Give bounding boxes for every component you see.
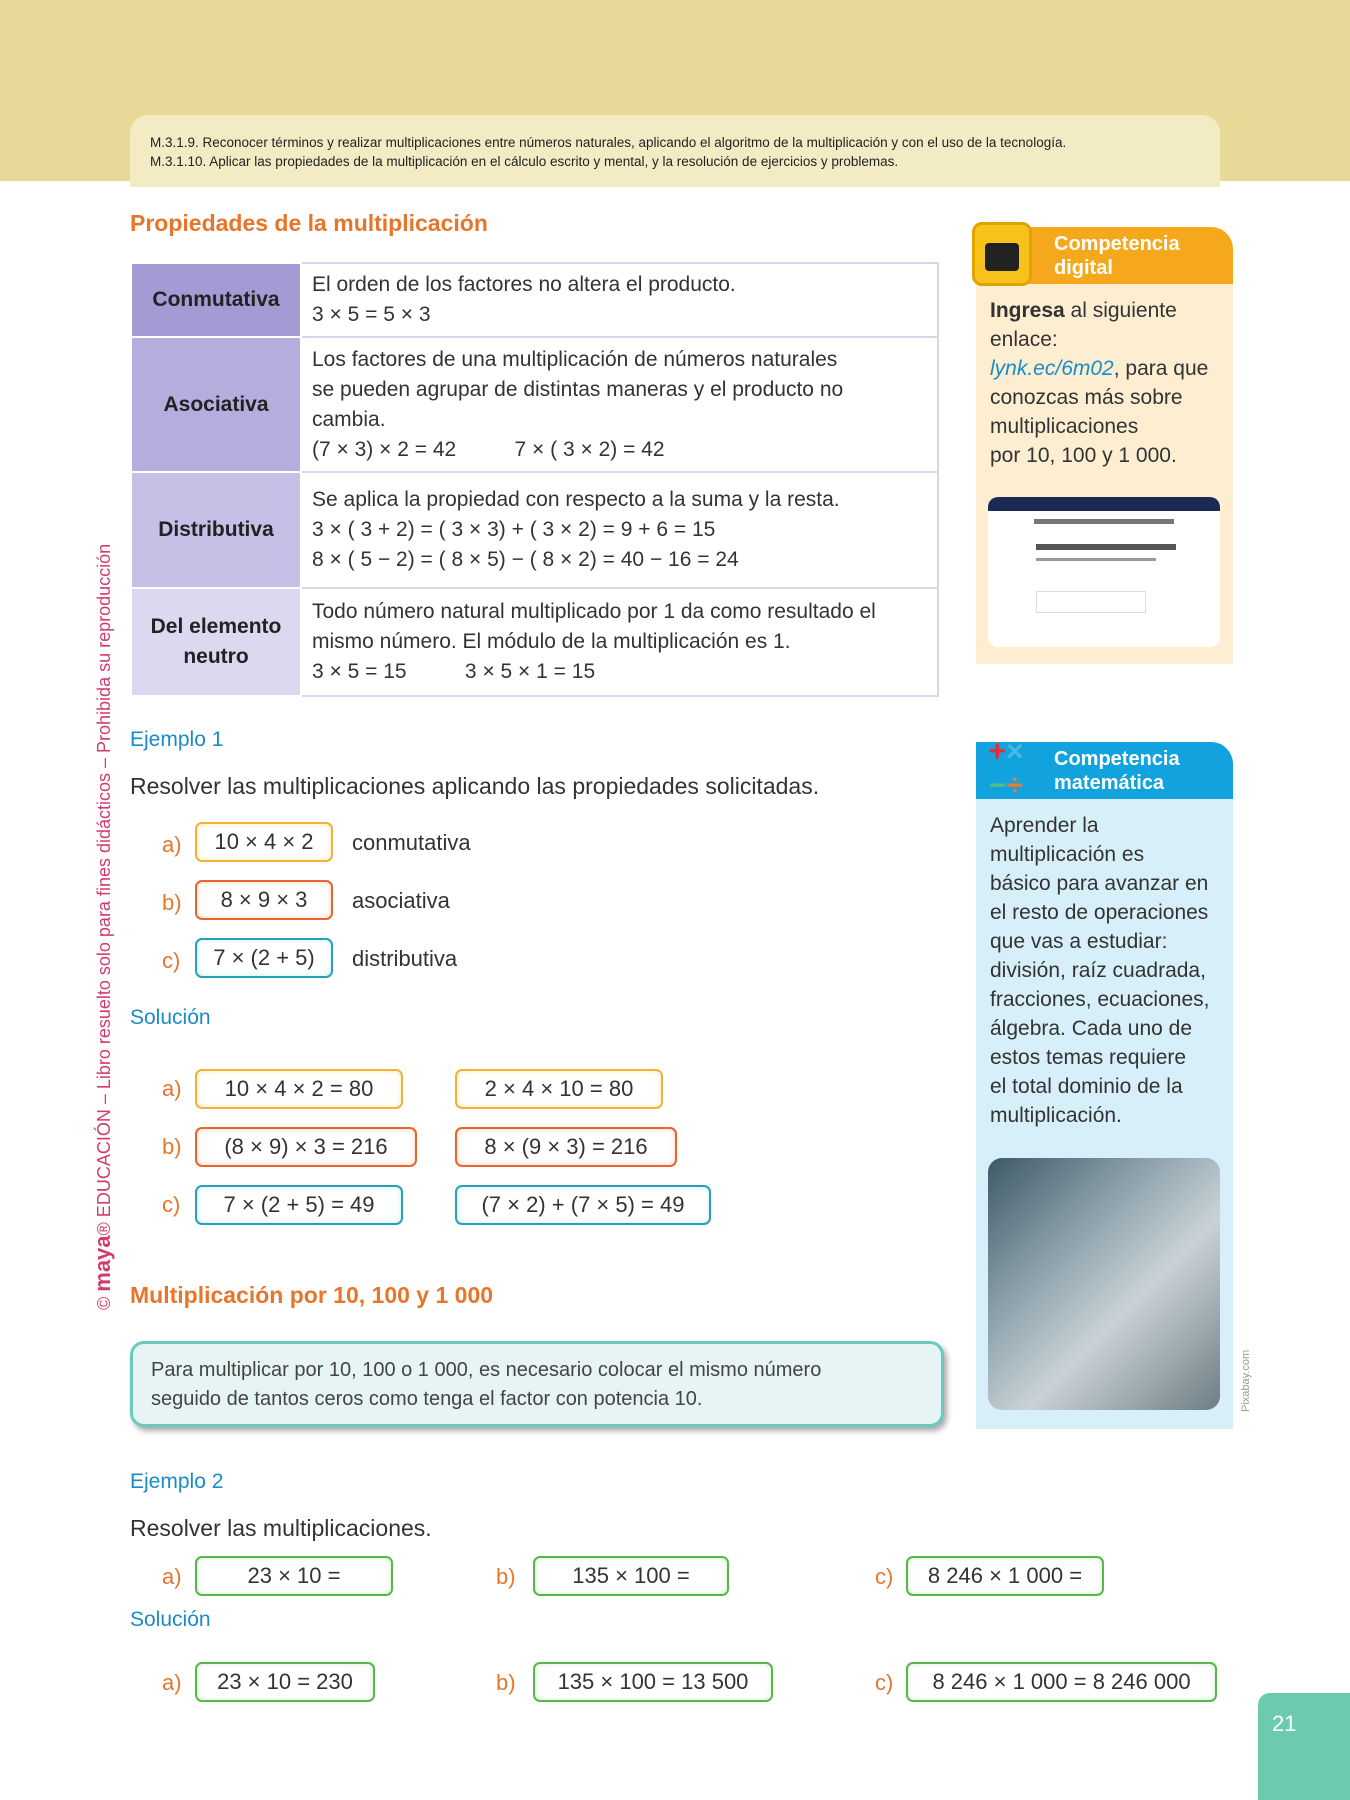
text: multiplicación. (990, 1104, 1122, 1127)
section-title-properties: Propiedades de la multiplicación (130, 210, 488, 236)
text: álgebra. Cada uno de (990, 1017, 1192, 1040)
text: que vas a estudiar: (990, 930, 1168, 953)
text: por 10, 100 y 1 000. (990, 444, 1177, 467)
solution-box: 8 × (9 × 3) = 216 (455, 1127, 677, 1167)
resource-link[interactable]: lynk.ec/6m02 (990, 357, 1114, 380)
text: Aprender la (990, 814, 1099, 837)
digital-competence-title: Competencia digital (976, 227, 1233, 284)
photo-credit: Pixabay.com (1240, 1349, 1252, 1412)
solution-box: 135 × 100 = 13 500 (533, 1662, 773, 1702)
item-label: a) (162, 1564, 182, 1589)
text: , para que (1113, 357, 1209, 380)
text: multiplicaciones (990, 415, 1139, 438)
example1-prompt: Resolver las multiplicaciones aplicando las propiedades solicitadas. (130, 773, 820, 799)
property-example: (7 × 3) × 2 = 42 7 × ( 3 × 2) = 42 (312, 437, 665, 461)
text: básico para avanzar en (990, 872, 1209, 895)
property-name: Distributiva (131, 472, 301, 588)
page-number: 21 (1258, 1693, 1350, 1800)
rule-box (130, 1341, 944, 1427)
solution1-title: Solución (130, 1006, 211, 1029)
solution-box: 2 × 4 × 10 = 80 (455, 1069, 663, 1109)
solution-box: 23 × 10 = 230 (195, 1662, 375, 1702)
item-label: a) (162, 832, 182, 857)
text: división, raíz cuadrada, (990, 959, 1206, 982)
item-label: a) (162, 1670, 182, 1695)
property-text: El orden de los factores no altera el producto. (312, 273, 736, 296)
expression-box: 8 × 9 × 3 (195, 880, 333, 920)
objective: M.3.1.10. Aplicar las propiedades de la multiplicación en el cálculo escrito y mental, y la resolución de ejercicios y problemas. (150, 154, 899, 169)
copyright-notice: © maya® EDUCACIÓN – Libro resuelto solo para fines didácticos – Prohibida su reproducción (90, 543, 115, 1310)
learning-objectives (130, 115, 1220, 187)
writing-hand-photo (988, 1158, 1220, 1410)
text: el total dominio de la (990, 1075, 1183, 1098)
text: multiplicación es (990, 843, 1145, 866)
website-screenshot (988, 497, 1220, 647)
item-label: b) (496, 1670, 516, 1695)
item-label: c) (162, 948, 181, 973)
property-example: 8 × ( 5 − 2) = ( 8 × 5) − ( 8 × 2) = 40 − 16 = 24 (312, 548, 739, 571)
text: conozcas más sobre (990, 386, 1183, 409)
property-example: 3 × ( 3 + 2) = ( 3 × 3) + ( 3 × 2) = 9 + 6 = 15 (312, 518, 716, 541)
expression-box: 8 246 × 1 000 = (906, 1556, 1104, 1596)
text: estos temas requiere (990, 1046, 1187, 1069)
solution-box: 10 × 4 × 2 = 80 (195, 1069, 403, 1109)
property-example: 3 × 5 = 5 × 3 (312, 303, 431, 326)
robot-mascot-icon (972, 222, 1032, 286)
notice-text: EDUCACIÓN – Libro resuelto solo para fines didácticos – Prohibida su reproducción (94, 543, 114, 1218)
math-operators-icon: +× −÷ (988, 735, 1024, 802)
property-name: Del elemento neutro (131, 588, 301, 696)
item-label: b) (496, 1564, 516, 1589)
solution-box: (7 × 2) + (7 × 5) = 49 (455, 1185, 711, 1225)
text: al siguiente (1064, 299, 1177, 322)
property-text: Los factores de una multiplicación de números naturales (312, 347, 838, 371)
expression-box: 135 × 100 = (533, 1556, 729, 1596)
solution-box: 7 × (2 + 5) = 49 (195, 1185, 403, 1225)
rule-text: seguido de tantos ceros como tenga el factor con potencia 10. (151, 1388, 703, 1410)
digital-competence-panel (976, 227, 1233, 664)
property-example: 3 × 5 = 15 3 × 5 × 1 = 15 (312, 660, 596, 683)
section-title-multiplication-by-10: Multiplicación por 10, 100 y 1 000 (130, 1282, 494, 1308)
math-competence-panel (976, 742, 1233, 1429)
expression-box: 7 × (2 + 5) (195, 938, 333, 978)
property-name: Conmutativa (131, 263, 301, 337)
properties-table (130, 262, 939, 697)
example1-title: Ejemplo 1 (130, 728, 224, 751)
property-hint: conmutativa (352, 830, 471, 855)
item-label: c) (162, 1192, 181, 1217)
item-label: b) (162, 1134, 182, 1159)
objective: M.3.1.9. Reconocer términos y realizar multiplicaciones entre números naturales, aplicando el algoritmo de la multiplicación y con el uso de la tecnología. (150, 135, 1067, 150)
property-name: Asociativa (131, 337, 301, 472)
text: el resto de operaciones (990, 901, 1209, 924)
expression-box: 10 × 4 × 2 (195, 822, 333, 862)
rule-text: Para multiplicar por 10, 100 o 1 000, es necesario colocar el mismo número (151, 1359, 822, 1381)
expression-box: 23 × 10 = (195, 1556, 393, 1596)
solution2-title: Solución (130, 1608, 211, 1631)
solution-box: 8 246 × 1 000 = 8 246 000 (906, 1662, 1217, 1702)
property-text: Todo número natural multiplicado por 1 da como resultado el (312, 600, 876, 623)
solution-box: (8 × 9) × 3 = 216 (195, 1127, 417, 1167)
property-text: cambia. (312, 407, 386, 431)
example2-title: Ejemplo 2 (130, 1470, 224, 1493)
property-hint: distributiva (352, 946, 458, 971)
item-label: c) (875, 1564, 894, 1589)
item-label: c) (875, 1670, 894, 1695)
property-text: Se aplica la propiedad con respecto a la suma y la resta. (312, 488, 840, 511)
property-hint: asociativa (352, 888, 450, 913)
property-text: se pueden agrupar de distintas maneras y el producto no (312, 377, 844, 401)
example2-prompt: Resolver las multiplicaciones. (130, 1515, 432, 1541)
property-text: mismo número. El módulo de la multiplicación es 1. (312, 630, 791, 653)
item-label: a) (162, 1076, 182, 1101)
text: enlace: (990, 328, 1058, 351)
item-label: b) (162, 890, 182, 915)
math-competence-title: Competencia matemática (976, 742, 1233, 799)
brand-logo: maya (90, 1235, 115, 1292)
bold-text: Ingresa (990, 299, 1065, 322)
text: fracciones, ecuaciones, (990, 988, 1210, 1011)
